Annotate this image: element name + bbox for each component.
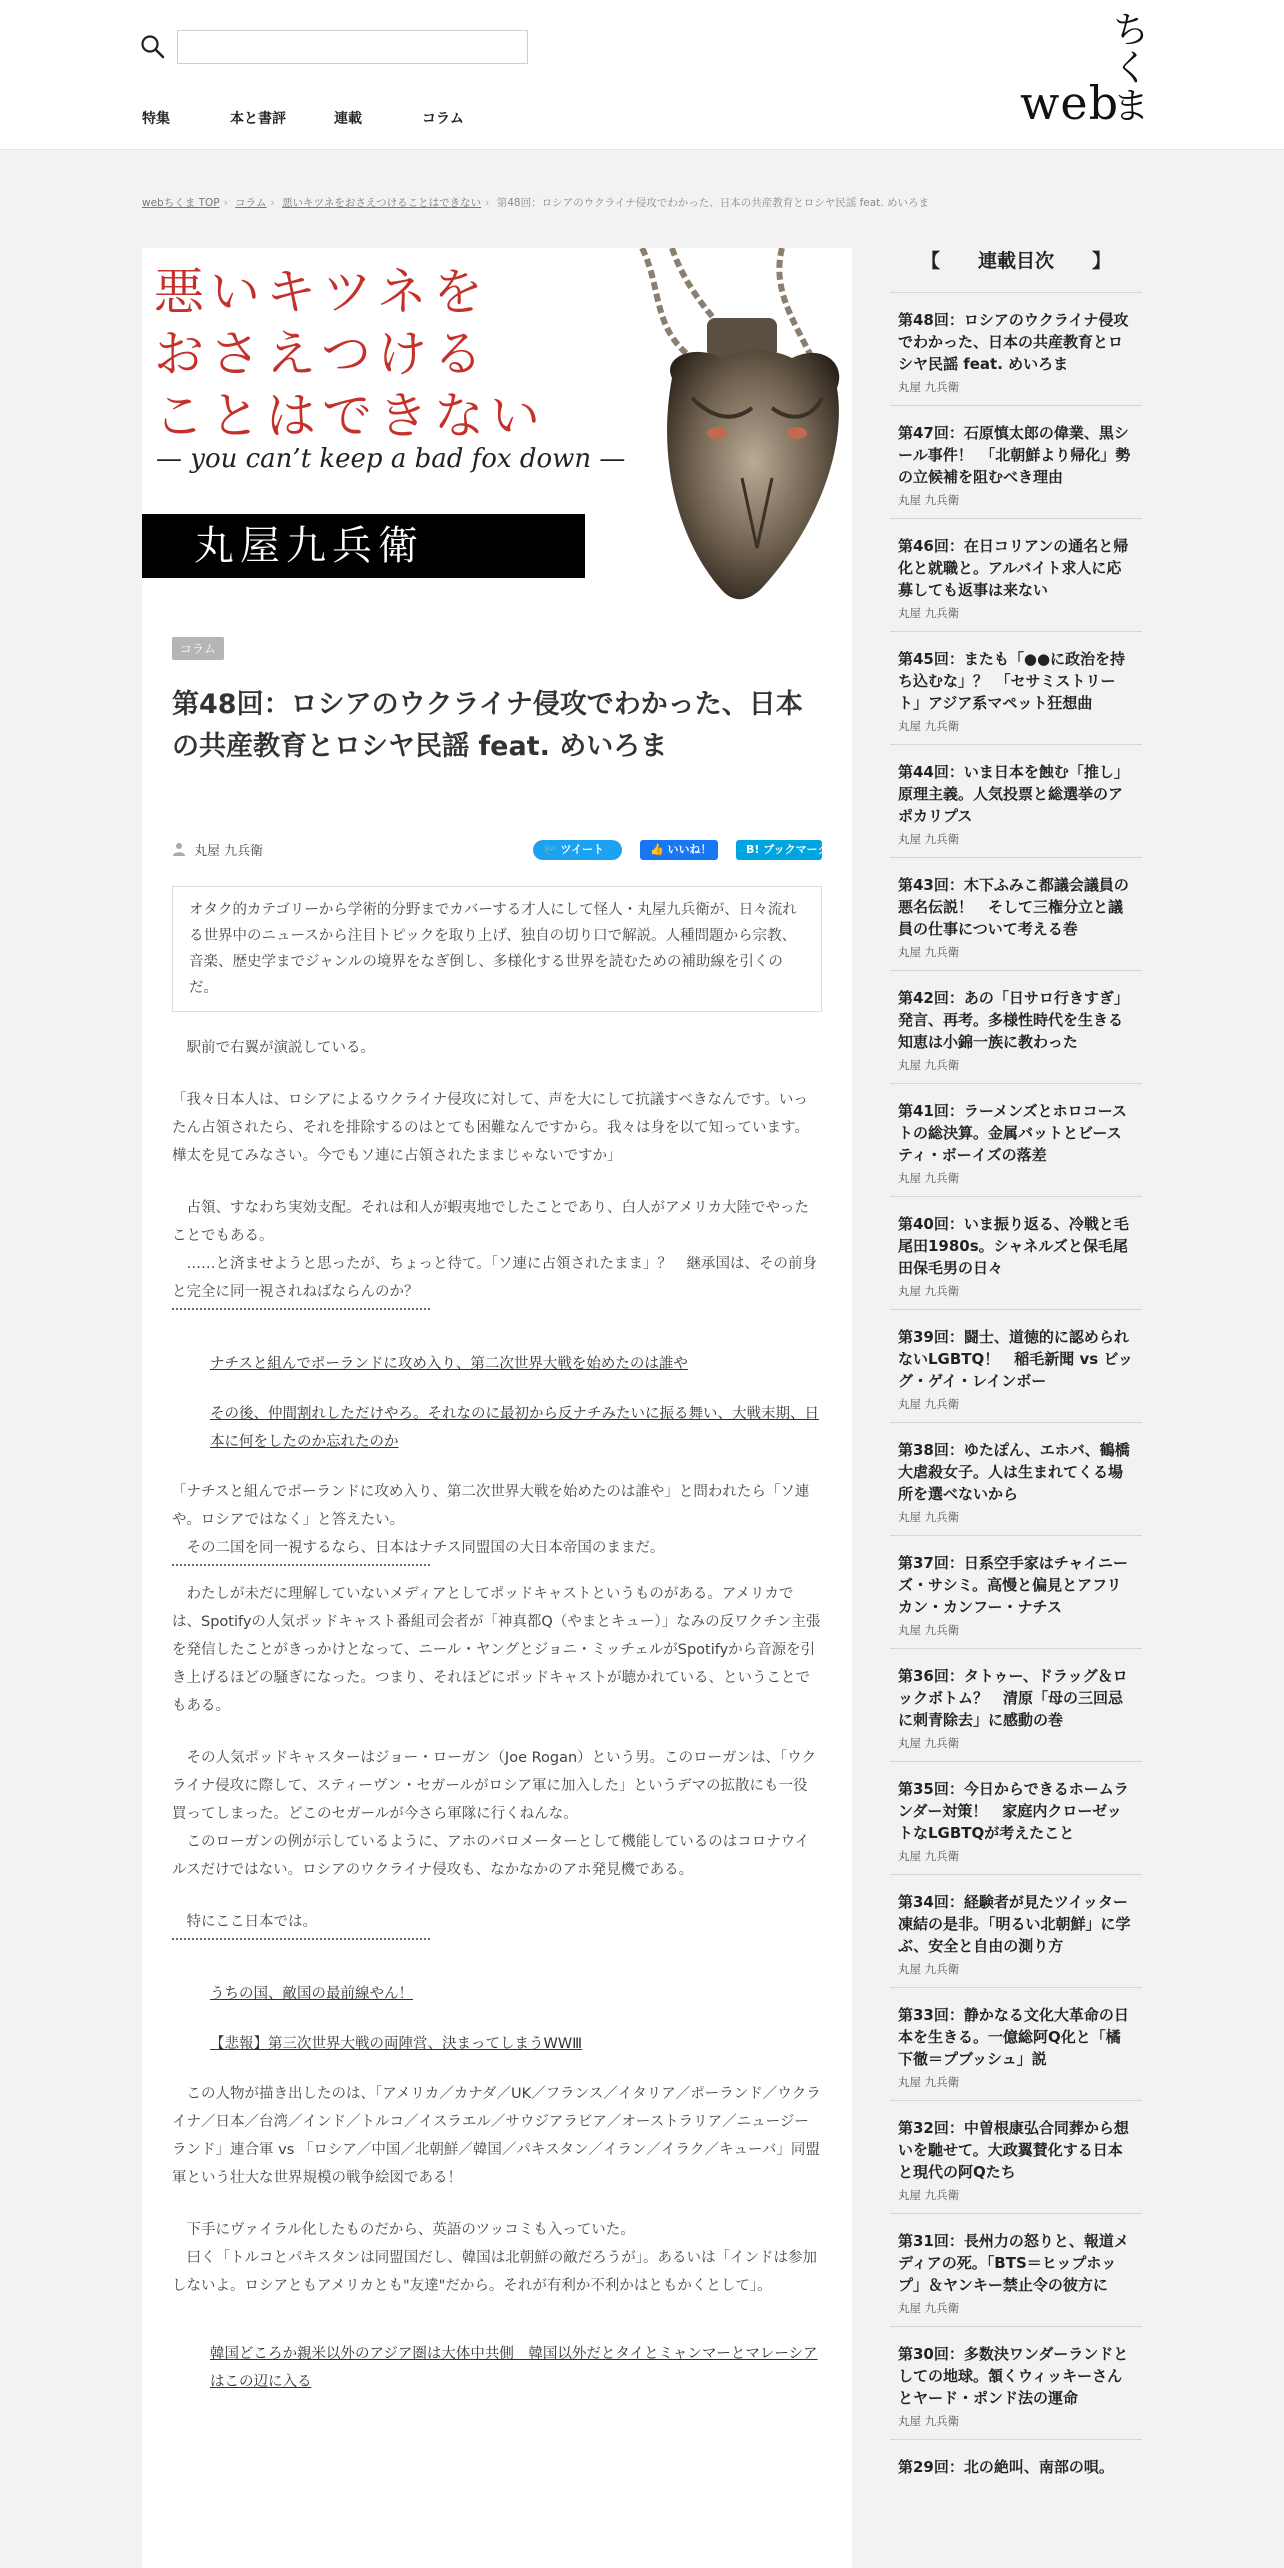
breadcrumb-current: 第48回：ロシアのウクライナ侵攻でわかった、日本の共産教育とロシヤ民謡 feat. めいろま (496, 197, 929, 209)
toc-item-author: 丸屋 九兵衛 (898, 1736, 960, 1750)
breadcrumb-series[interactable]: 悪いキツネをおさえつけることはできない (282, 197, 482, 209)
person-icon (172, 842, 186, 856)
body-paragraph: 駅前で右翼が演説している。 (172, 1040, 375, 1056)
nav-item-series[interactable]: 連載 (334, 111, 362, 127)
embedded-tweet-quote[interactable]: ナチスと組んでポーランドに攻め入り、第二次世界大戦を始めたのは誰や (210, 1356, 688, 1372)
breadcrumb-separator: › (270, 197, 275, 209)
sidebar-title: 【 連載目次 】 (920, 250, 1111, 272)
toc-item-title[interactable]: 第41回：ラーメンズとホロコーストの総決算。金属バットとビースティ・ボーイズの落差 (898, 1102, 1127, 1164)
embedded-tweet-quote[interactable]: うちの国、敵国の最前線やん！ (210, 1986, 413, 2002)
toc-item-author: 丸屋 九兵衛 (898, 2414, 960, 2428)
toc-item[interactable] (890, 2100, 1142, 2213)
toc-item[interactable] (890, 518, 1142, 631)
article-meta (172, 838, 829, 862)
author-name[interactable]: 丸屋 九兵衛 (194, 844, 264, 859)
body-paragraph: 下手にヴァイラル化したものだから、英語のツッコミも入っていた。 曰く「トルコとパキスタンは同盟国だし、韓国は北朝鮮の敵だろうが」。あるいは「インドは参加しないよ。ロシアともアメリカとも"友達"だから。それが有利か不利かはともかくとして」。 (172, 2222, 817, 2294)
toc-item-title[interactable]: 第29回：北の絶叫、南部の唄。 (898, 2458, 1114, 2476)
toc-item-author: 丸屋 九兵衛 (898, 1397, 960, 1411)
toc-item-title[interactable]: 第46回：在日コリアンの通名と帰化と就職と。アルバイト求人に応募しても返事は来ない (898, 537, 1129, 599)
toc-item-author: 丸屋 九兵衛 (898, 1623, 960, 1637)
body-paragraph: 「我々日本人は、ロシアによるウクライナ侵攻に対して、声を大にして抗議すべきなんです。いったん占領されたら、それを排除するのはとても困難なんですから。我々は身を以て知っています。樺太を見てみなさい。今でもソ連に占領されたままじゃないですか」 (172, 1092, 809, 1164)
tweet-button-label: ツイート (560, 843, 604, 856)
hatena-bookmark-button[interactable]: B! ブックマーク (736, 840, 822, 860)
site-logo[interactable] (1020, 12, 1150, 132)
hero-author-bar: 丸屋九兵衛 (142, 514, 585, 578)
toc-item[interactable] (890, 1083, 1142, 1196)
article-body (172, 1034, 822, 2396)
toc-item-title[interactable]: 第44回：いま日本を蝕む「推し」原理主義。人気投票と総選挙のアポカリプス (898, 763, 1129, 825)
body-paragraph: わたしが未だに理解していないメディアとしてポッドキャストというものがある。アメリカでは、Spotifyの人気ポッドキャスト番組司会者が「神真都Q（やまとキュー）」なみの反ワクチン主張を発信したことがきっかけとなって、ニール・ヤングとジョニ・ミッチェルがSpotifyから音源を引き上げるほどの騒ぎになった。つまり、それほどにポッドキャストが聴かれている、ということでもある。 (172, 1586, 821, 1714)
toc-item-title[interactable]: 第38回：ゆたぽん、エホバ、鶴橋大虐殺女子。人は生まれてくる場所を選べないから (898, 1441, 1130, 1503)
nav-item-books[interactable]: 本と書評 (230, 111, 286, 127)
hero-title-line: おさえつける (154, 325, 489, 383)
fox-pendant-image (632, 248, 852, 605)
toc-item[interactable] (890, 1309, 1142, 1422)
toc-item[interactable] (890, 1987, 1142, 2100)
toc-list (890, 292, 1142, 2492)
body-paragraph: 占領、すなわち実効支配。それは和人が蝦夷地でしたことであり、白人がアメリカ大陸でやったことでもある。 ……と済ませようと思ったが、ちょっと待て。「ソ連に占領されたまま」？ 継承国は、その前身と完全に同一視されねばならんのか？ (172, 1200, 817, 1300)
logo-chikuma-text: ちくま (1112, 10, 1149, 127)
search-icon[interactable] (140, 34, 166, 60)
toc-item-author: 丸屋 九兵衛 (898, 1962, 960, 1976)
toc-item-author: 丸屋 九兵衛 (898, 380, 960, 394)
toc-item-title[interactable]: 第47回：石原慎太郎の偉業、黒シール事件！ 「北朝鮮より帰化」勢の立候補を阻むべき理由 (898, 424, 1131, 486)
body-paragraph: 「ナチスと組んでポーランドに攻め入り、第二次世界大戦を始めたのは誰や」と問われたら「ソ連や。ロシアではなく」と答えたい。 その二国を同一視するなら、日本はナチス同盟国の大日本帝国のままだ。 (172, 1484, 810, 1556)
tweet-button[interactable]: 🐦 ツイート (533, 840, 622, 860)
toc-item[interactable] (890, 631, 1142, 744)
facebook-like-button[interactable]: 👍 いいね！ (640, 840, 718, 860)
article-content (142, 605, 852, 2396)
toc-item-author: 丸屋 九兵衛 (898, 1510, 960, 1524)
hero-subtitle: — you can’t keep a bad fox down — (156, 444, 626, 474)
toc-item[interactable] (890, 405, 1142, 518)
toc-item-author: 丸屋 九兵衛 (898, 2301, 960, 2315)
share-buttons (533, 840, 829, 860)
embedded-tweet-quote[interactable]: 韓国どころか親米以外のアジア圏は大体中共側 韓国以外だとタイとミャンマーとマレーシアはこの辺に入る (210, 2346, 818, 2390)
toc-item-title[interactable]: 第40回：いま振り返る、冷戦と毛尾田1980s。シャネルズと保毛尾田保毛男の日々 (898, 1215, 1129, 1277)
toc-item-title[interactable]: 第32回：中曽根康弘合同葬から想いを馳せて。大政翼賛化する日本と現代の阿Qたち (898, 2119, 1129, 2181)
toc-item[interactable] (890, 292, 1142, 405)
hero-title-line: 悪いキツネを (154, 263, 489, 321)
toc-item-author: 丸屋 九兵衛 (898, 945, 960, 959)
toc-item-title[interactable]: 第37回：日系空手家はチャイニーズ・サシミ。高慢と偏見とアフリカン・カンフー・ナチス (898, 1554, 1128, 1616)
toc-item-author: 丸屋 九兵衛 (898, 1058, 960, 1072)
body-paragraph: 特にここ日本では。 (172, 1914, 317, 1930)
toc-item-author: 丸屋 九兵衛 (898, 1284, 960, 1298)
search-input[interactable] (177, 30, 528, 64)
site-header (0, 0, 1284, 150)
body-paragraph: その人気ポッドキャスターはジョー・ローガン（Joe Rogan）という男。このローガンは、「ウクライナ侵攻に際して、スティーヴン・セガールがロシア軍に加入した」というデマの拡散にも一役買ってしまった。どこのセガールが今さら軍隊に行くねんな。 このローガンの例が示しているように、アホのバロメーターとして機能しているのはコロナウイルスだけではない。ロシアのウクライナ侵攻も、なかなかのアホ発見機である。 (172, 1750, 817, 1878)
like-button-label: いいね！ (667, 843, 712, 856)
toc-item[interactable] (890, 857, 1142, 970)
series-hero-banner (142, 248, 852, 605)
nav-item-column[interactable]: コラム (422, 111, 464, 127)
toc-item-author: 丸屋 九兵衛 (898, 606, 960, 620)
article-title: 第48回：ロシアのウクライナ侵攻でわかった、日本の共産教育とロシヤ民謡 feat. めいろま (172, 689, 803, 762)
toc-item-title[interactable]: 第42回：あの「日サロ行きすぎ」発言、再考。多様性時代を生きる知恵は小錦一族に教わった (898, 989, 1129, 1051)
category-badge[interactable]: コラム (172, 637, 224, 660)
toc-item-title[interactable]: 第39回：闘士、道徳的に認められないLGBTQ！ 稲毛新聞 vs ビッグ・ゲイ・レインボー (898, 1328, 1133, 1390)
toc-item-author: 丸屋 九兵衛 (898, 832, 960, 846)
toc-item-title[interactable]: 第31回：長州力の怒りと、報道メディアの死。「BTS＝ヒップホップ」＆ヤンキー禁止令の彼方に (898, 2232, 1129, 2294)
toc-item[interactable] (890, 2439, 1142, 2492)
toc-item[interactable] (890, 744, 1142, 857)
breadcrumb-category[interactable]: コラム (235, 197, 267, 209)
toc-item[interactable] (890, 1648, 1142, 1761)
toc-item-author: 丸屋 九兵衛 (898, 2188, 960, 2202)
toc-item-title[interactable]: 第33回：静かなる文化大革命の日本を生きる。一億総阿Q化と「橘下徹＝プブッシュ」説 (898, 2006, 1129, 2068)
toc-item[interactable] (890, 1761, 1142, 1874)
article-main (142, 248, 852, 2568)
toc-item[interactable] (890, 970, 1142, 1083)
toc-item-title[interactable]: 第35回：今日からできるホームランダー対策！ 家庭内クローゼットなLGBTQが考えたこと (898, 1780, 1129, 1842)
toc-item-author: 丸屋 九兵衛 (898, 2075, 960, 2089)
breadcrumb (142, 195, 929, 210)
toc-item[interactable] (890, 1196, 1142, 1309)
toc-item[interactable] (890, 1874, 1142, 1987)
toc-item-author: 丸屋 九兵衛 (898, 719, 960, 733)
nav-item-feature[interactable]: 特集 (142, 111, 170, 127)
article-lead: オタク的カテゴリーから学術的分野までカバーする才人にして怪人・丸屋九兵衛が、日々流れる世界中のニュースから注目トピックを取り上げ、独自の切り口で解説。人種問題から宗教、音楽、歴史学までジャンルの境界をなぎ倒し、多様化する世界を読むための補助線を引くのだ。 (172, 886, 822, 1012)
toc-item-author: 丸屋 九兵衛 (898, 493, 960, 507)
toc-item[interactable] (890, 2213, 1142, 2326)
toc-item-title[interactable]: 第30回：多数決ワンダーランドとしての地球。頷くウィッキーさんとヤード・ポンド法の運命 (898, 2345, 1129, 2407)
breadcrumb-separator: › (485, 197, 490, 209)
toc-item-title[interactable]: 第36回：タトゥー、ドラッグ＆ロックボトム？ 清原「母の三回忌に刺青除去」に感動の巻 (898, 1667, 1128, 1729)
breadcrumb-separator: › (223, 197, 228, 209)
logo-web-text: web (1020, 76, 1120, 130)
global-nav (142, 108, 524, 128)
breadcrumb-home[interactable]: webちくま TOP (142, 197, 220, 209)
toc-item[interactable] (890, 1422, 1142, 1535)
toc-item-author: 丸屋 九兵衛 (898, 1849, 960, 1863)
series-toc-sidebar (890, 248, 1142, 2492)
hero-title-line: ことはできない (154, 387, 546, 445)
body-paragraph: この人物が描き出したのは、「アメリカ／カナダ／UK／フランス／イタリア／ポーランド／ウクライナ／日本／台湾／インド／トルコ／イスラエル／サウジアラビア／オーストラリア／ニュージーランド」連合軍 vs 「ロシア／中国／北朝鮮／韓国／パキスタン／イラン／イラク／キューバ」同盟軍という壮大な世界規模の戦争絵図である！ (172, 2086, 821, 2186)
toc-item-author: 丸屋 九兵衛 (898, 1171, 960, 1185)
toc-item[interactable] (890, 1535, 1142, 1648)
toc-item-title[interactable]: 第48回：ロシアのウクライナ侵攻でわかった、日本の共産教育とロシヤ民謡 feat. めいろま (898, 311, 1129, 373)
embedded-tweet-quote[interactable]: その後、仲間割れしただけやろ。それなのに最初から反ナチみたいに振る舞い、大戦末期、日本に何をしたのか忘れたのか (210, 1406, 819, 1450)
toc-item-title[interactable]: 第45回：またも「●●に政治を持ち込むな」？ 「セサミストリート」アジア系マペット狂想曲 (898, 650, 1126, 712)
embedded-tweet-quote[interactable]: 【悲報】第三次世界大戦の両陣営、決まってしまうWWⅢ (210, 2036, 583, 2052)
toc-item-title[interactable]: 第43回：木下ふみこ都議会議員の悪名伝説！ そして三権分立と議員の仕事について考える巻 (898, 876, 1129, 938)
toc-item[interactable] (890, 2326, 1142, 2439)
toc-item-title[interactable]: 第34回：経験者が見たツイッター凍結の是非。「明るい北朝鮮」に学ぶ、安全と自由の測り方 (898, 1893, 1131, 1955)
